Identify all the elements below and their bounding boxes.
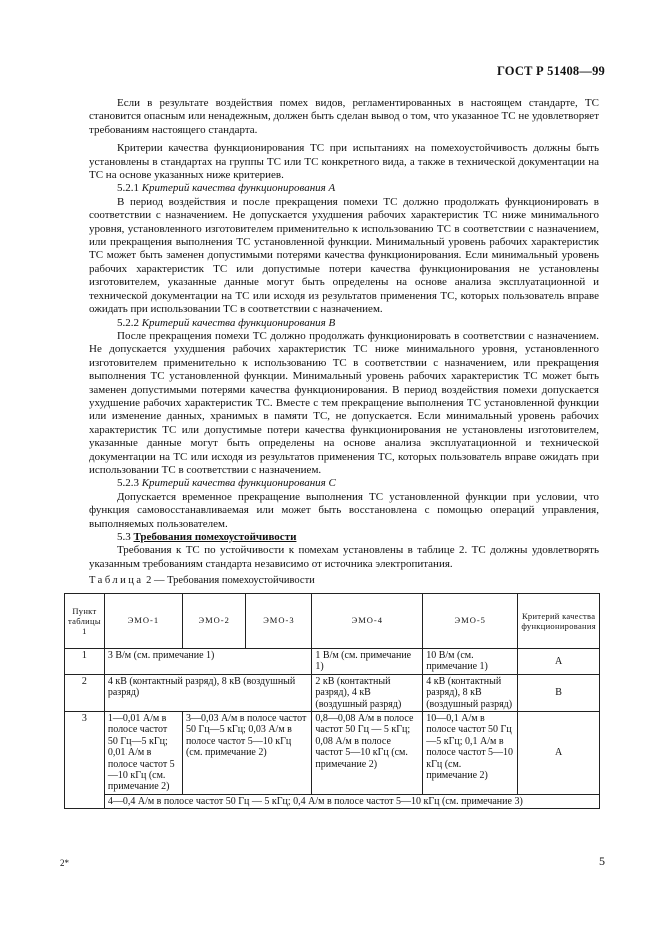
- footer-mark: 2*: [60, 858, 69, 868]
- section-title: Требования помехоустойчивости: [133, 531, 297, 543]
- subsection-heading: [89, 182, 599, 195]
- page-number: 5: [599, 854, 605, 868]
- cell-emo23: 3—0,03 А/м в полосе частот 50 Гц—5 кГц; 0,03 А/м в полосе частот 5—10 кГц (см. примечание 2): [182, 712, 311, 795]
- section-number: 5.3: [117, 531, 131, 543]
- cell-emo5: 10 В/м (см. примечание 1): [423, 649, 518, 675]
- requirements-table: [64, 593, 600, 809]
- cell-emo1: 1—0,01 А/м в полосе частот 50 Гц—5 кГц; 0,01 А/м в полосе частот 5—10 кГц (см. примечание 2): [104, 712, 182, 795]
- header-emo4: ЭМО-4: [312, 594, 423, 649]
- cell-emo123: 4 кВ (контактный разряд), 8 кВ (воздушный разряд): [104, 674, 312, 711]
- header-emo3: ЭМО-3: [246, 594, 312, 649]
- cell-item: 2: [65, 674, 105, 711]
- table-caption-word: Таблица: [89, 575, 144, 586]
- table-header-row: [65, 594, 600, 649]
- cell-emo123: 3 В/м (см. примечание 1): [104, 649, 312, 675]
- table-caption-text: 2 — Требования помехоустойчивости: [146, 575, 315, 586]
- table-row: [65, 649, 600, 675]
- paragraph: В период воздействия и после прекращения помехи ТС должно продолжать функционировать в соответствии с назначением. Не допускается ухудшения рабочих характеристик ТС ниже минимального уровня, установленного изготовителем применительно к использованию ТС в соответствии с назначением, или прекращения выполнения ТС установленной функции. Минимальный уровень рабочих характеристик ТС может быть заменен допустимыми потерями качества функционирования. Если минимальный уровень рабочих характеристик ТС или допустимые потери качества функционирования не установлены изготовителем, указанные данные могут быть определены на основе анализа эксплуатационной и технической документации на ТС или исходя из результатов применения ТС, которых пользователь вправе ожидать при использовании ТС в соответствии с назначением.: [89, 195, 599, 316]
- header-criterion: Критерий качества функционирования: [518, 594, 600, 649]
- cell-criterion: А: [518, 712, 600, 795]
- table-row: [65, 712, 600, 795]
- subsection-number: 5.2.2: [117, 316, 139, 329]
- subsection-heading: [89, 477, 599, 490]
- section-heading: [89, 531, 599, 544]
- header-emo2: ЭМО-2: [182, 594, 245, 649]
- standard-code: ГОСТ Р 51408—99: [496, 64, 605, 78]
- table-row: [65, 794, 600, 808]
- header-emo5: ЭМО-5: [423, 594, 518, 649]
- cell-emo4: 2 кВ (контактный разряд), 4 кВ (воздушный разряд): [312, 674, 423, 711]
- body-text: [89, 97, 599, 571]
- subsection-number: 5.2.3: [117, 477, 139, 490]
- cell-emo4: 0,8—0,08 А/м в полосе частот 50 Гц — 5 кГц; 0,08 А/м в полосе частот 5—10 кГц (см. примечание 2): [312, 712, 423, 795]
- subsection-heading: [89, 317, 599, 330]
- cell-emo5: 10—0,1 А/м в полосе частот 50 Гц—5 кГц; 0,1 А/м в полосе частот 5—10 кГц (см. примечание 2): [423, 712, 518, 795]
- subsection-number: 5.2.1: [117, 182, 139, 195]
- header-item: Пункт таблицы 1: [65, 594, 105, 649]
- cell-emo5: 4 кВ (контактный разряд), 8 кВ (воздушный разряд): [423, 674, 518, 711]
- cell-emo4: 1 В/м (см. примечание 1): [312, 649, 423, 675]
- cell-item: 3: [65, 712, 105, 809]
- subsection-title: Критерий качества функционирования С: [141, 477, 336, 490]
- cell-extra: 4—0,4 А/м в полосе частот 50 Гц — 5 кГц; 0,4 А/м в полосе частот 5—10 кГц (см. примечание 3): [104, 794, 599, 808]
- paragraph: После прекращения помехи ТС должно продолжать функционировать в соответствии с назначением. Не допускается ухудшения рабочих характеристик ТС ниже минимального уровня, установленного изготовителем применительно к использованию ТС в соответствии с назначением, или прекращения выполнения ТС установленной функции. Минимальный уровень рабочих характеристик ТС может быть заменен допустимыми потерями качества функционирования. В период воздействия помехи допускается ухудшение рабочих характеристик ТС. Вместе с тем прекращение выполнения ТС установленной функции или изменение данных, хранимых в памяти ТС, не допускается. Если минимальный уровень рабочих характеристик ТС или допустимые потери качества функционирования не установлены изготовителем, указанные данные могут быть определены на основе анализа эксплуатационной и технической документации на ТС или исходя из результатов применения ТС, которых пользователь вправе ожидать при использовании ТС в соответствии с назначением.: [89, 329, 599, 476]
- table-row: [65, 674, 600, 711]
- cell-item: 1: [65, 649, 105, 675]
- paragraph: Критерии качества функционирования ТС при испытаниях на помехоустойчивость должны быть установлены в стандартах на группы ТС или ТС конкретного вида, а также в технической документации на ТС на основе указанных ниже критериев.: [89, 142, 599, 182]
- header-emo1: ЭМО-1: [104, 594, 182, 649]
- cell-criterion: А: [518, 649, 600, 675]
- table-caption: [89, 575, 315, 586]
- paragraph: Требования к ТС по устойчивости к помехам установлены в таблице 2. ТС должны удовлетворять указанным требованиям стандарта независимо от источника электропитания.: [89, 544, 599, 570]
- subsection-title: Критерий качества функционирования А: [141, 182, 336, 195]
- paragraph: Если в результате воздействия помех видов, регламентированных в настоящем стандарте, ТС становится опасным или ненадежным, должен быть сделан вывод о том, что указанное ТС не удовлетворяет требованиям настоящего стандарта.: [89, 97, 599, 136]
- subsection-title: Критерий качества функционирования В: [141, 316, 336, 329]
- cell-criterion: В: [518, 674, 600, 711]
- paragraph: Допускается временное прекращение выполнения ТС установленной функции при условии, что функция самовосстанавливаемая или может быть восстановлена с помощью операций управления, выполняемых пользователем.: [89, 490, 599, 530]
